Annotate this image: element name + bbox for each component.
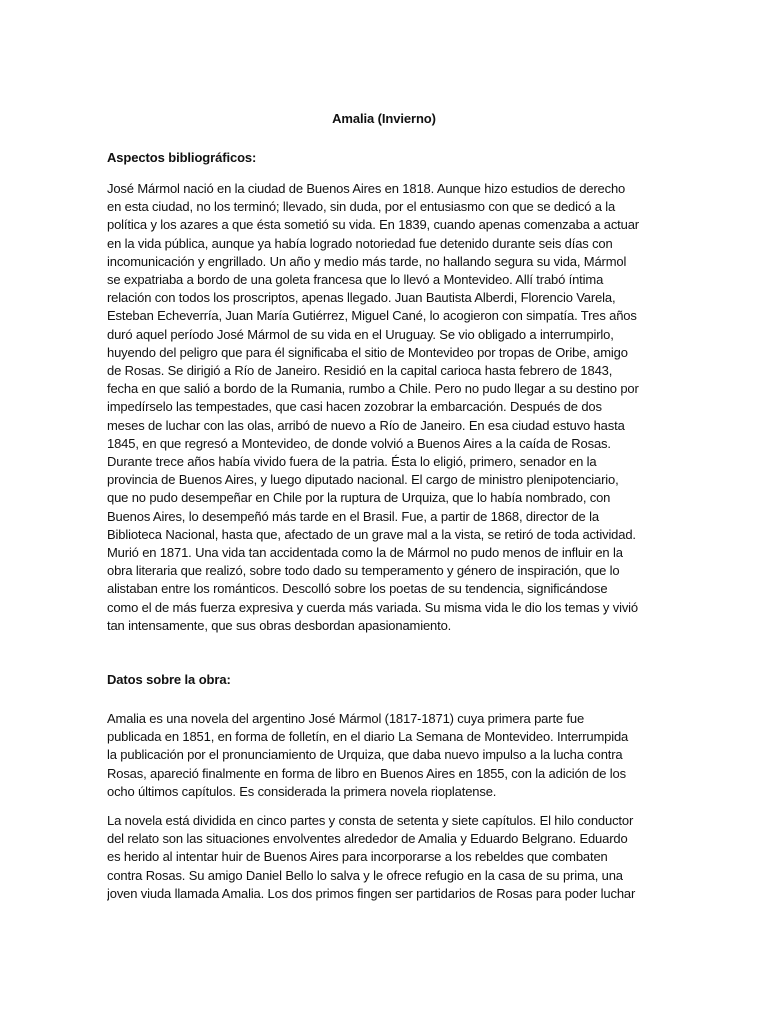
text-line: Durante trece años había vivido fuera de la patria. Ésta lo eligió, primero, senador en la: [107, 454, 597, 470]
text-line: de Rosas. Se dirigió a Río de Janeiro. Residió en la capital carioca hasta febrero de 1843,: [107, 363, 613, 379]
text-line: contra Rosas. Su amigo Daniel Bello lo salva y le ofrece refugio en la casa de su prima, una: [107, 867, 623, 883]
text-line: provincia de Buenos Aires, y luego diputado nacional. El cargo de ministro plenipotenciario,: [107, 472, 619, 488]
text-line: obra literaria que realizó, sobre todo dado su temperamento y género de inspiración, que lo: [107, 563, 620, 579]
text-line: Rosas, apareció finalmente en forma de libro en Buenos Aires en 1855, con la adición de los: [107, 765, 626, 781]
paragraph-biography: [107, 180, 663, 635]
text-line: en esta ciudad, no los terminó; llevado, sin duda, por el entusiasmo con que se dedicó a la: [107, 199, 616, 215]
text-line: José Mármol nació en la ciudad de Buenos Aires en 1818. Aunque hizo estudios de derecho: [107, 181, 626, 196]
text-line: ocho últimos capítulos. Es considerada la primera novela rioplatense.: [107, 783, 497, 799]
text-line: Buenos Aires, lo desempeñó más tarde en el Brasil. Fue, a partir de 1868, director de la: [107, 508, 599, 524]
text-line: La novela está dividida en cinco partes y consta de setenta y siete capítulos. El hilo conductor: [107, 813, 634, 828]
text-line: tan intensamente, que sus obras desbordan apasionamiento.: [107, 617, 452, 633]
text-line: política y los azares a que ésta sometió su vida. En 1839, cuando apenas comenzaba a actuar: [107, 217, 639, 233]
text-line: meses de luchar con las olas, arribó de nuevo a Río de Janeiro. En esa ciudad estuvo hasta: [107, 417, 625, 433]
paragraph-work-structure: [107, 812, 663, 903]
text-line: que no pudo desempeñar en Chile por la ruptura de Urquiza, que lo había nombrado, con: [107, 490, 611, 506]
paragraph-work-intro: [107, 710, 663, 801]
text-line: Murió en 1871. Una vida tan accidentada como la de Mármol no pudo menos de influir en la: [107, 545, 623, 561]
text-line: alistaban entre los románticos. Descolló sobre los poetas de su tendencia, significándose: [107, 581, 608, 597]
text-line: joven viuda llamada Amalia. Los dos primos fingen ser partidarios de Rosas para poder luchar: [107, 885, 636, 901]
text-line: Amalia es una novela del argentino José Mármol (1817-1871) cuya primera parte fue: [107, 711, 585, 726]
section-heading-work-data: Datos sobre la obra:: [107, 672, 231, 687]
document-title: Amalia (Invierno): [332, 111, 436, 126]
text-line: la publicación por el pronunciamiento de Urquiza, que daba nuevo impulso a la lucha contra: [107, 747, 623, 763]
text-line: 1845, en que regresó a Montevideo, de donde volvió a Buenos Aires a la caída de Rosas.: [107, 435, 611, 451]
text-line: impedírselo las tempestades, que casi hacen zozobrar la embarcación. Después de dos: [107, 399, 602, 415]
text-line: huyendo del peligro que para él significaba el sitio de Montevideo por tropas de Oribe, amigo: [107, 344, 628, 360]
text-line: relación con todos los proscriptos, apenas llegado. Juan Bautista Alberdi, Florencio Varela,: [107, 290, 616, 306]
text-line: publicada en 1851, en forma de folletín, en el diario La Semana de Montevideo. Interrumpida: [107, 729, 629, 745]
text-line: incomunicación y engrillado. Un año y medio más tarde, no hallando segura su vida, Mármol: [107, 253, 627, 269]
text-line: se expatriaba a bordo de una goleta francesa que lo llevó a Montevideo. Allí trabó íntima: [107, 272, 604, 288]
text-line: en la vida pública, aunque ya había logrado notoriedad fue detenido durante seis días con: [107, 235, 613, 251]
text-line: fecha en que salió a bordo de la Rumania, rumbo a Chile. Pero no pudo llegar a su destino por: [107, 381, 639, 397]
text-line: Biblioteca Nacional, hasta que, afectado de un grave mal a la vista, se retiró de toda actividad.: [107, 526, 636, 542]
text-line: es herido al intentar huir de Buenos Aires para incorporarse a los rebeldes que combaten: [107, 849, 608, 865]
text-line: Esteban Echeverría, Juan María Gutiérrez, Miguel Cané, lo acogieron con simpatía. Tres años: [107, 308, 637, 324]
text-line: como el de más fuerza expresiva y cuerda más variada. Su misma vida le dio los temas y vivió: [107, 599, 638, 615]
text-line: duró aquel período José Mármol de su vida en el Uruguay. Se vio obligado a interrumpirlo,: [107, 326, 614, 342]
text-line: del relato son las situaciones envolventes alrededor de Amalia y Eduardo Belgrano. Eduardo: [107, 831, 628, 847]
section-heading-bibliographic: Aspectos bibliográficos:: [107, 150, 257, 165]
